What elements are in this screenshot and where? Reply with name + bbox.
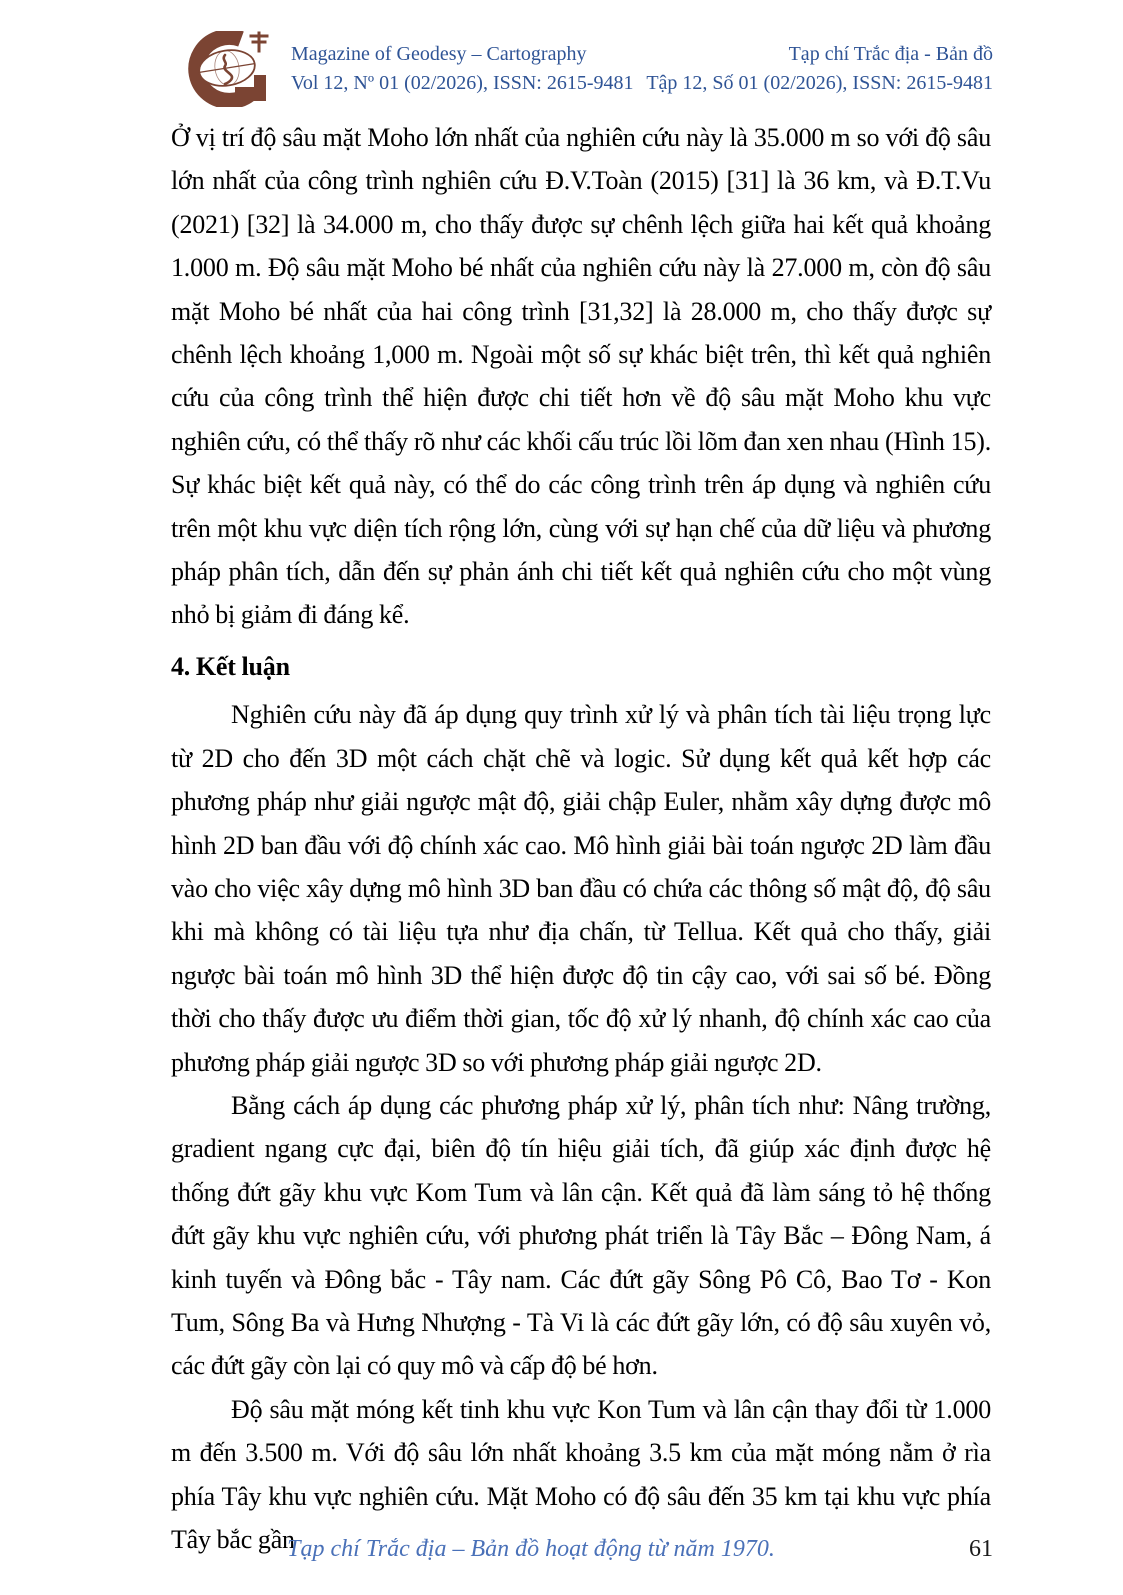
geodesy-globe-logo-icon	[183, 31, 269, 107]
page-number: 61	[969, 1536, 993, 1562]
journal-title-en-line1: Magazine of Geodesy – Cartography	[291, 43, 587, 65]
page-header	[0, 0, 1123, 110]
body-paragraph-2: Nghiên cứu này đã áp dụng quy trình xử lý và phân tích tài liệu trọng lực từ 2D cho đến 3D một cách chặt chẽ và logic. Sử dụng kết quả kết hợp các phương pháp như giải ngược mật độ, giải chập Euler, nhằm xây dựng được mô hình 2D ban đầu với độ chính xác cao. Mô hình giải bài toán ngược 2D làm đầu vào cho việc xây dựng mô hình 3D ban đầu có chứa các thông số mật độ, độ sâu khi mà không có tài liệu tựa như địa chấn, từ Tellua. Kết quả cho thấy, giải ngược bài toán mô hình 3D thể hiện được độ tin cậy cao, với sai số bé. Đồng thời cho thấy được ưu điểm thời gian, tốc độ xử lý nhanh, độ chính xác cao của phương pháp giải ngược 3D so với phương pháp giải ngược 2D.	[171, 700, 991, 1077]
body-paragraph-4: Độ sâu mặt móng kết tinh khu vực Kon Tum và lân cận thay đổi từ 1.000 m đến 3.500 m. Với độ sâu lớn nhất khoảng 3.5 km của mặt móng nằm ở rìa phía Tây khu vực nghiên cứu. Mặt Moho có độ sâu đến 35 km tại khu vực phía Tây bắc gần	[171, 1394, 991, 1554]
body-paragraph-1: Ở vị trí độ sâu mặt Moho lớn nhất của nghiên cứu này là 35.000 m so với độ sâu lớn nhất của công trình nghiên cứu Đ.V.Toàn (2015) [31] là 36 km, và Đ.T.Vu (2021) [32] là 34.000 m, cho thấy được sự chênh lệch giữa hai kết quả khoảng 1.000 m. Độ sâu mặt Moho bé nhất của nghiên cứu này là 27.000 m, còn độ sâu mặt Moho bé nhất của hai công trình [31,32] là 28.000 m, cho thấy được sự chênh lệch khoảng 1,000 m. Ngoài một số sự khác biệt trên, thì kết quả nghiên cứu của công trình thể hiện được chi tiết hơn về độ sâu mặt Moho khu vực nghiên cứu, có thể thấy rõ như các khối cấu trúc lồi lõm đan xen nhau (Hình 15). Sự khác biệt kết quả này, có thể do các công trình trên áp dụng và nghiên cứu trên một khu vực diện tích rộng lớn, cùng với sự hạn chế của dữ liệu và phương pháp phân tích, dẫn đến sự phản ánh chi tiết kết quả nghiên cứu cho một vùng nhỏ bị giảm đi đáng kể.	[171, 123, 991, 630]
journal-title-vi	[646, 40, 993, 97]
article-body	[171, 116, 991, 1561]
body-paragraph-3: Bằng cách áp dụng các phương pháp xử lý, phân tích như: Nâng trường, gradient ngang cực đại, biên độ tín hiệu giải tích, đã giúp xác định được hệ thống đứt gãy khu vực Kom Tum và lân cận. Kết quả đã làm sáng tỏ hệ thống đứt gãy khu vực nghiên cứu, với phương phát triển là Tây Bắc – Đông Nam, á kinh tuyến và Đông bắc - Tây nam. Các đứt gãy Sông Pô Cô, Bao Tơ - Kon Tum, Sông Ba và Hưng Nhượng - Tà Vi là các đứt gãy lớn, có độ sâu xuyên vỏ, các đứt gãy còn lại có quy mô và cấp độ bé hơn.	[171, 1090, 991, 1381]
journal-issue-vi: Tập 12, Số 01 (02/2026), ISSN: 2615-9481	[646, 71, 993, 94]
journal-title-vi-line1: Tạp chí Trắc địa - Bản đồ	[788, 43, 993, 65]
section-heading-conclusion: 4. Kết luận	[171, 651, 290, 681]
journal-issue-en: Vol 12, Nº 01 (02/2026), ISSN: 2615-9481	[291, 71, 634, 94]
footer-journal-note: Tạp chí Trắc địa – Bản đồ hoạt động từ năm 1970.	[287, 1536, 775, 1562]
journal-title-en	[291, 40, 634, 97]
